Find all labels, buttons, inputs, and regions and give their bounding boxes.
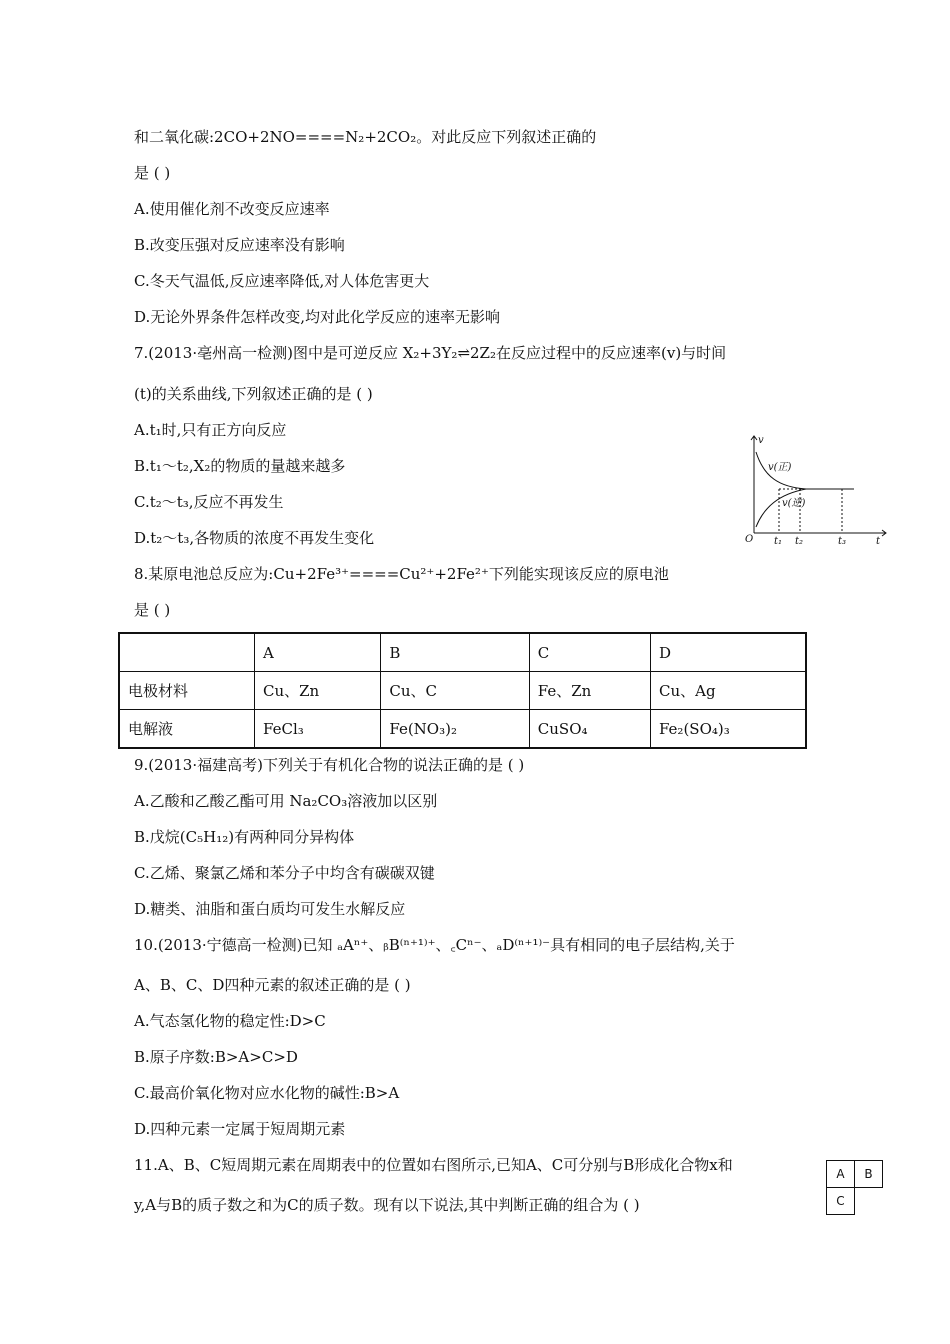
table-cell: B bbox=[381, 633, 529, 672]
option-a: A.t₁时,只有正方向反应 bbox=[134, 421, 287, 439]
table-cell: D bbox=[650, 633, 806, 672]
text-line: 和二氧化碳:2CO+2NO====N₂+2CO₂。对此反应下列叙述正确的 bbox=[134, 128, 597, 146]
table-cell: A bbox=[255, 633, 381, 672]
option-b: B.改变压强对反应速率没有影响 bbox=[134, 236, 345, 254]
battery-options-table bbox=[118, 632, 807, 749]
table-cell: FeCl₃ bbox=[255, 710, 381, 749]
question-7-cont: (t)的关系曲线,下列叙述正确的是 ( ) bbox=[134, 385, 373, 403]
question-11-cont: y,A与B的质子数之和为C的质子数。现有以下说法,其中判断正确的组合为 ( ) bbox=[134, 1196, 640, 1214]
table-cell bbox=[119, 633, 255, 672]
question-9: 9.(2013·福建高考)下列关于有机化合物的说法正确的是 ( ) bbox=[134, 756, 525, 774]
option-a: A.乙酸和乙酸乙酯可用 Na₂CO₃溶液加以区别 bbox=[134, 792, 438, 810]
option-c: C.t₂～t₃,反应不再发生 bbox=[134, 493, 284, 511]
option-c: C.冬天气温低,反应速率降低,对人体危害更大 bbox=[134, 272, 430, 290]
cell-a: A bbox=[826, 1160, 855, 1188]
question-8: 8.某原电池总反应为:Cu+2Fe³⁺====Cu²⁺+2Fe²⁺下列能实现该反应的原电池 bbox=[134, 565, 669, 583]
table-cell: 电极材料 bbox=[119, 672, 255, 710]
table-cell: Cu、C bbox=[381, 672, 529, 710]
table-cell: Cu、Zn bbox=[255, 672, 381, 710]
option-d: D.四种元素一定属于短周期元素 bbox=[134, 1120, 346, 1138]
question-8-cont: 是 ( ) bbox=[134, 601, 171, 619]
option-b: B.原子序数:B>A>C>D bbox=[134, 1048, 298, 1066]
cell-c: C bbox=[826, 1187, 855, 1215]
table-cell: Fe、Zn bbox=[529, 672, 650, 710]
option-c: C.最高价氧化物对应水化物的碱性:B>A bbox=[134, 1084, 400, 1102]
question-10-cont: A、B、C、D四种元素的叙述正确的是 ( ) bbox=[134, 976, 411, 994]
option-a: A.使用催化剂不改变反应速率 bbox=[134, 200, 330, 218]
table-cell: Fe₂(SO₄)₃ bbox=[650, 710, 806, 749]
option-d: D.糖类、油脂和蛋白质均可发生水解反应 bbox=[134, 900, 406, 918]
option-a: A.气态氢化物的稳定性:D>C bbox=[134, 1012, 326, 1030]
text-line: 是 ( ) bbox=[134, 164, 171, 182]
forward-rate-label: v(正) bbox=[768, 462, 792, 473]
option-c: C.乙烯、聚氯乙烯和苯分子中均含有碳碳双键 bbox=[134, 864, 435, 882]
option-b: B.戊烷(C₅H₁₂)有两种同分异构体 bbox=[134, 828, 355, 846]
table-row bbox=[119, 633, 806, 672]
t3-label: t₃ bbox=[838, 536, 847, 547]
origin-label: O bbox=[745, 534, 754, 545]
table-cell: Cu、Ag bbox=[650, 672, 806, 710]
question-10: 10.(2013·宁德高一检测)已知 ₐAⁿ⁺、ᵦB⁽ⁿ⁺¹⁾⁺、꜀Cⁿ⁻、ₐD⁽ⁿ⁺¹⁾⁻具有相同的电子层结构,关于 bbox=[134, 936, 735, 954]
option-d: D.t₂～t₃,各物质的浓度不再发生变化 bbox=[134, 529, 375, 547]
question-11: 11.A、B、C短周期元素在周期表中的位置如右图所示,已知A、C可分别与B形成化合物x和 bbox=[134, 1156, 733, 1174]
table-row bbox=[119, 710, 806, 749]
table-cell: CuSO₄ bbox=[529, 710, 650, 749]
t2-label: t₂ bbox=[795, 536, 804, 547]
table-row bbox=[119, 672, 806, 710]
table-cell: C bbox=[529, 633, 650, 672]
v-axis-label: v bbox=[758, 435, 764, 446]
question-7: 7.(2013·亳州高一检测)图中是可逆反应 X₂+3Y₂⇌2Z₂在反应过程中的反应速率(v)与时间 bbox=[134, 344, 727, 362]
rate-time-graph bbox=[744, 432, 894, 547]
table-cell: Fe(NO₃)₂ bbox=[381, 710, 529, 749]
option-b: B.t₁～t₂,X₂的物质的量越来越多 bbox=[134, 457, 346, 475]
option-d: D.无论外界条件怎样改变,均对此化学反应的速率无影响 bbox=[134, 308, 501, 326]
table-cell: 电解液 bbox=[119, 710, 255, 749]
t1-label: t₁ bbox=[774, 536, 783, 547]
reverse-rate-label: v(逆) bbox=[782, 498, 806, 509]
t-axis-label: t bbox=[876, 536, 881, 547]
cell-b: B bbox=[854, 1160, 883, 1188]
